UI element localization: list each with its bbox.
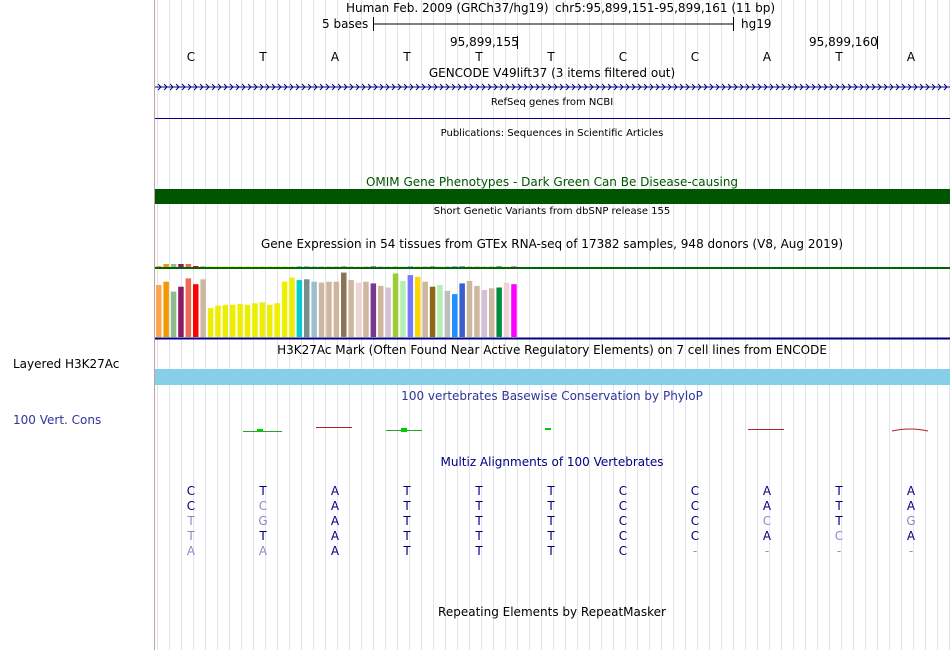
grid-line: [673, 0, 674, 650]
grid-line: [709, 0, 710, 650]
alignment-base-dog: C: [618, 529, 628, 543]
alignment-base-elephant: -: [692, 544, 698, 558]
reference-base[interactable]: T: [403, 50, 411, 64]
alignment-base-elephant: C: [618, 544, 628, 558]
grid-line: [349, 0, 350, 650]
grid-line: [685, 0, 686, 650]
scale-bar-text: 5 bases: [322, 17, 369, 31]
alignment-base-elephant: -: [836, 544, 842, 558]
alignment-base-rhesus: T: [835, 499, 843, 513]
grid-line: [229, 0, 230, 650]
alignment-base-mouse: G: [258, 514, 268, 528]
alignment-base-mouse: T: [187, 514, 195, 528]
alignment-base-mouse: T: [403, 514, 411, 528]
alignment-base-elephant: T: [403, 544, 411, 558]
alignment-base-dog: T: [547, 529, 555, 543]
alignment-base-human: C: [690, 484, 700, 498]
alignment-base-elephant: A: [258, 544, 268, 558]
alignment-base-dog: T: [475, 529, 483, 543]
alignment-base-rhesus: T: [475, 499, 483, 513]
assembly-title: Human Feb. 2009 (GRCh37/hg19): [346, 1, 549, 15]
alignment-base-rhesus: A: [330, 499, 340, 513]
grid-line: [433, 0, 434, 650]
alignment-base-mouse: T: [835, 514, 843, 528]
position-title: chr5:95,899,151-95,899,161 (11 bp): [555, 1, 776, 15]
grid-line: [253, 0, 254, 650]
omim-title[interactable]: OMIM Gene Phenotypes - Dark Green Can Be Disease-causing: [365, 175, 739, 189]
grid-line: [241, 0, 242, 650]
grid-line: [289, 0, 290, 650]
alignment-base-dog: T: [187, 529, 195, 543]
grid-line: [817, 0, 818, 650]
grid-line: [853, 0, 854, 650]
multiz-title[interactable]: Multiz Alignments of 100 Vertebrates: [440, 455, 664, 469]
alignment-base-human: C: [618, 484, 628, 498]
alignment-base-dog: A: [906, 529, 916, 543]
grid-line: [469, 0, 470, 650]
alignment-base-rhesus: T: [547, 499, 555, 513]
alignment-base-mouse: A: [330, 514, 340, 528]
alignment-base-elephant: A: [330, 544, 340, 558]
grid-line: [205, 0, 206, 650]
alignment-base-dog: T: [403, 529, 411, 543]
alignment-base-elephant: T: [475, 544, 483, 558]
grid-line: [157, 0, 158, 650]
alignment-base-elephant: T: [547, 544, 555, 558]
alignment-base-human: A: [330, 484, 340, 498]
grid-line: [397, 0, 398, 650]
ruler-coord-2: 95,899,160: [809, 35, 878, 49]
reference-base[interactable]: T: [835, 50, 843, 64]
reference-base[interactable]: T: [475, 50, 483, 64]
track-label-h3k27ac[interactable]: Layered H3K27Ac: [13, 357, 120, 371]
alignment-base-rhesus: C: [690, 499, 700, 513]
reference-base[interactable]: A: [762, 50, 772, 64]
h3k27ac-title[interactable]: H3K27Ac Mark (Often Found Near Active Regulatory Elements) on 7 cell lines from ENCODE: [277, 343, 827, 357]
grid-line: [445, 0, 446, 650]
grid-line: [385, 0, 386, 650]
ruler-coord-1: 95,899,155: [450, 35, 519, 49]
grid-line: [637, 0, 638, 650]
alignment-base-rhesus: C: [186, 499, 196, 513]
alignment-base-rhesus: A: [906, 499, 916, 513]
alignment-base-human: T: [259, 484, 267, 498]
alignment-base-elephant: -: [908, 544, 914, 558]
alignment-base-dog: T: [259, 529, 267, 543]
alignment-base-dog: A: [762, 529, 772, 543]
grid-line: [217, 0, 218, 650]
grid-line: [301, 0, 302, 650]
grid-line: [745, 0, 746, 650]
label-divider: [154, 0, 155, 650]
grid-line: [781, 0, 782, 650]
grid-line: [829, 0, 830, 650]
alignment-base-dog: A: [330, 529, 340, 543]
dbsnp-title[interactable]: Short Genetic Variants from dbSNP release 155: [433, 206, 671, 217]
grid-line: [661, 0, 662, 650]
grid-line: [877, 0, 878, 650]
alignment-base-rhesus: A: [762, 499, 772, 513]
gencode-title[interactable]: GENCODE V49lift37 (3 items filtered out): [428, 66, 676, 80]
grid-line: [937, 0, 938, 650]
alignment-base-human: A: [906, 484, 916, 498]
alignment-base-mouse: T: [475, 514, 483, 528]
repeatmasker-title[interactable]: Repeating Elements by RepeatMasker: [438, 605, 666, 619]
alignment-base-dog: C: [834, 529, 844, 543]
reference-base[interactable]: C: [690, 50, 700, 64]
refseq-title[interactable]: RefSeq genes from NCBI: [490, 97, 614, 108]
grid-line: [889, 0, 890, 650]
grid-line: [373, 0, 374, 650]
grid-line: [901, 0, 902, 650]
grid-line: [277, 0, 278, 650]
reference-base[interactable]: C: [618, 50, 628, 64]
grid-line: [457, 0, 458, 650]
scale-bar-db: hg19: [741, 17, 772, 31]
grid-line: [169, 0, 170, 650]
alignment-base-human: T: [475, 484, 483, 498]
grid-line: [733, 0, 734, 650]
grid-line: [865, 0, 866, 650]
grid-line: [649, 0, 650, 650]
alignment-base-human: T: [547, 484, 555, 498]
grid-line: [313, 0, 314, 650]
grid-line: [421, 0, 422, 650]
reference-base[interactable]: A: [906, 50, 916, 64]
alignment-base-human: T: [403, 484, 411, 498]
alignment-base-rhesus: C: [618, 499, 628, 513]
alignment-base-human: A: [762, 484, 772, 498]
reference-base[interactable]: T: [547, 50, 555, 64]
reference-base[interactable]: C: [186, 50, 196, 64]
grid-line: [361, 0, 362, 650]
alignment-base-mouse: C: [618, 514, 628, 528]
alignment-base-mouse: C: [762, 514, 772, 528]
alignment-base-elephant: -: [764, 544, 770, 558]
alignment-base-elephant: A: [186, 544, 196, 558]
alignment-base-rhesus: C: [258, 499, 268, 513]
grid-line: [181, 0, 182, 650]
alignment-base-rhesus: T: [403, 499, 411, 513]
track-label-column: [0, 0, 154, 650]
phylop-title[interactable]: 100 vertebrates Basewise Conservation by PhyloP: [401, 389, 703, 403]
publications-title[interactable]: Publications: Sequences in Scientific Articles: [440, 128, 664, 139]
grid-line: [793, 0, 794, 650]
grid-line: [757, 0, 758, 650]
track-label-cons[interactable]: 100 Vert. Cons: [13, 413, 102, 427]
alignment-base-human: C: [186, 484, 196, 498]
alignment-base-mouse: T: [547, 514, 555, 528]
grid-line: [925, 0, 926, 650]
reference-base[interactable]: A: [330, 50, 340, 64]
reference-base[interactable]: T: [259, 50, 267, 64]
alignment-base-dog: C: [690, 529, 700, 543]
alignment-base-mouse: C: [690, 514, 700, 528]
grid-line: [721, 0, 722, 650]
grid-line: [325, 0, 326, 650]
alignment-base-human: T: [835, 484, 843, 498]
grid-line: [805, 0, 806, 650]
gtex-title[interactable]: Gene Expression in 54 tissues from GTEx RNA-seq of 17382 samples, 948 donors (V8, Aug 2019): [260, 237, 844, 251]
alignment-base-mouse: G: [906, 514, 916, 528]
